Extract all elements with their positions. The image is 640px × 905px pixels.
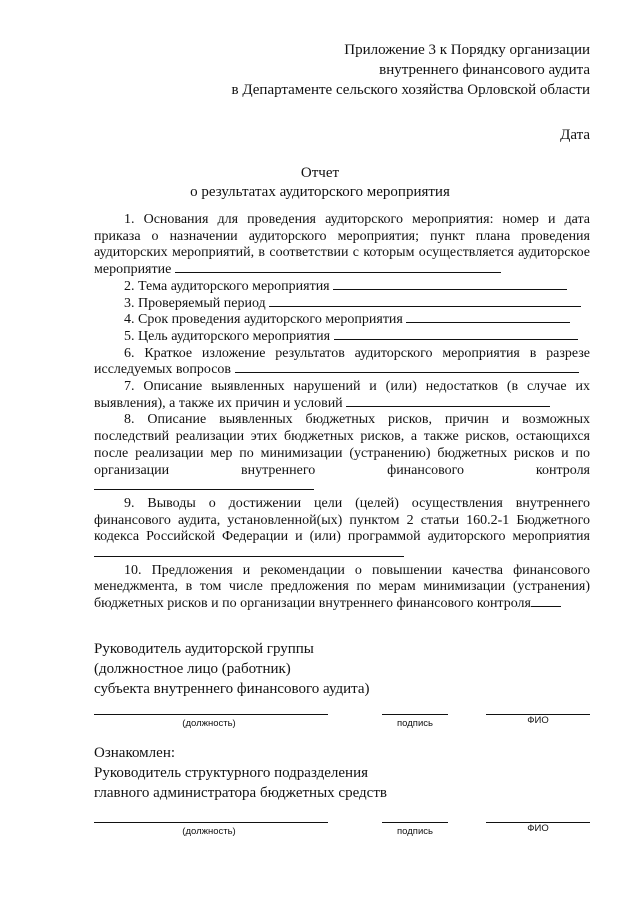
item-4-text: 4. Срок проведения аудиторского мероприятия — [124, 312, 403, 328]
item-8-blank[interactable] — [94, 488, 314, 490]
item-6-text: 6. Краткое изложение результатов аудиторского мероприятия в разрезе исследуемых вопросов — [94, 345, 590, 378]
item-7-blank[interactable] — [346, 405, 550, 407]
item-1-text: 1. Основания для проведения аудиторского мероприятия: номер и дата приказа о назначении аудиторского мероприятия; пункт плана проведения аудиторских мероприятий, в соответствии с которым осуществляется аудиторское мероприятие — [94, 212, 590, 278]
acknowledged-label: Ознакомлен: — [94, 745, 176, 761]
document-title — [0, 164, 640, 202]
signature-caption-1: подпись — [397, 718, 433, 729]
name-caption-1: ФИО — [527, 715, 549, 726]
report-items — [94, 212, 590, 613]
item-4 — [94, 312, 590, 329]
item-4-blank[interactable] — [406, 321, 570, 323]
signature-caption-2: подпись — [397, 826, 433, 837]
appendix-header — [170, 40, 590, 100]
position-field-2[interactable] — [94, 822, 328, 823]
item-9 — [94, 496, 590, 563]
appendix-header-line-3: в Департаменте сельского хозяйства Орловской области — [231, 82, 590, 98]
item-9-text: 9. Выводы о достижении цели (целей) осуществления внутреннего финансового аудита, установленной(ых) пунктом 2 статьи 160.2-1 Бюджетного кодекса Российской Федерации и (или) программой аудиторского мероприятия — [94, 495, 590, 545]
item-1 — [94, 212, 590, 279]
signatory1-line-2: (должностное лицо (работник) — [94, 661, 291, 677]
acknowledged-line-2: главного администратора бюджетных средств — [94, 785, 387, 801]
item-1-blank[interactable] — [175, 271, 501, 273]
acknowledgement-block — [94, 743, 554, 803]
item-6-blank[interactable] — [235, 371, 579, 373]
item-6 — [94, 346, 590, 379]
item-5-blank[interactable] — [334, 338, 578, 340]
position-caption-2: (должность) — [182, 826, 236, 837]
item-9-blank[interactable] — [94, 555, 404, 557]
item-10-text: 10. Предложения и рекомендации о повышении качества финансового менеджмента, в том числе предложения по мерам минимизации (устранения) бюджетных рисков и по организации внутреннего финансового контроля — [94, 562, 590, 612]
signature-field-2[interactable] — [382, 822, 448, 823]
title-line-1: Отчет — [300, 165, 340, 181]
signature-row-1 — [94, 714, 594, 736]
item-2-text: 2. Тема аудиторского мероприятия — [124, 278, 330, 294]
audit-group-head-signatory — [94, 639, 554, 699]
date-label: Дата — [560, 127, 590, 143]
acknowledged-line-1: Руководитель структурного подразделения — [94, 765, 368, 781]
item-3-text: 3. Проверяемый период — [124, 295, 266, 311]
item-7-text: 7. Описание выявленных нарушений и (или) недостатков (в случае их выявления), а также их причин и условий — [94, 379, 590, 411]
signature-field-1[interactable] — [382, 714, 448, 715]
item-10 — [94, 563, 590, 613]
item-8 — [94, 412, 590, 496]
position-caption-1: (должность) — [182, 718, 236, 729]
item-8-text: 8. Описание выявленных бюджетных рисков, причин и возможных последствий реализации этих бюджетных рисков, а также рисков, остающихся после реализации мер по минимизации (устранению) бюджетных рисков и по организации внутреннего финансового контроля — [94, 412, 590, 478]
title-line-2: о результатах аудиторского мероприятия — [190, 184, 450, 200]
item-2-blank[interactable] — [333, 288, 567, 290]
name-caption-2: ФИО — [527, 823, 549, 834]
item-2 — [94, 279, 590, 296]
appendix-header-line-1: Приложение 3 к Порядку организации — [344, 42, 590, 58]
item-10-blank[interactable] — [531, 605, 561, 607]
position-field-1[interactable] — [94, 714, 328, 715]
item-5-text: 5. Цель аудиторского мероприятия — [124, 328, 331, 344]
item-7 — [94, 379, 590, 412]
item-5 — [94, 329, 590, 346]
appendix-header-line-2: внутреннего финансового аудита — [379, 62, 590, 78]
signatory1-line-3: субъекта внутреннего финансового аудита) — [94, 681, 370, 697]
item-3-blank[interactable] — [269, 305, 581, 307]
signatory1-line-1: Руководитель аудиторской группы — [94, 641, 314, 657]
signature-row-2 — [94, 822, 594, 844]
item-3 — [94, 296, 590, 313]
